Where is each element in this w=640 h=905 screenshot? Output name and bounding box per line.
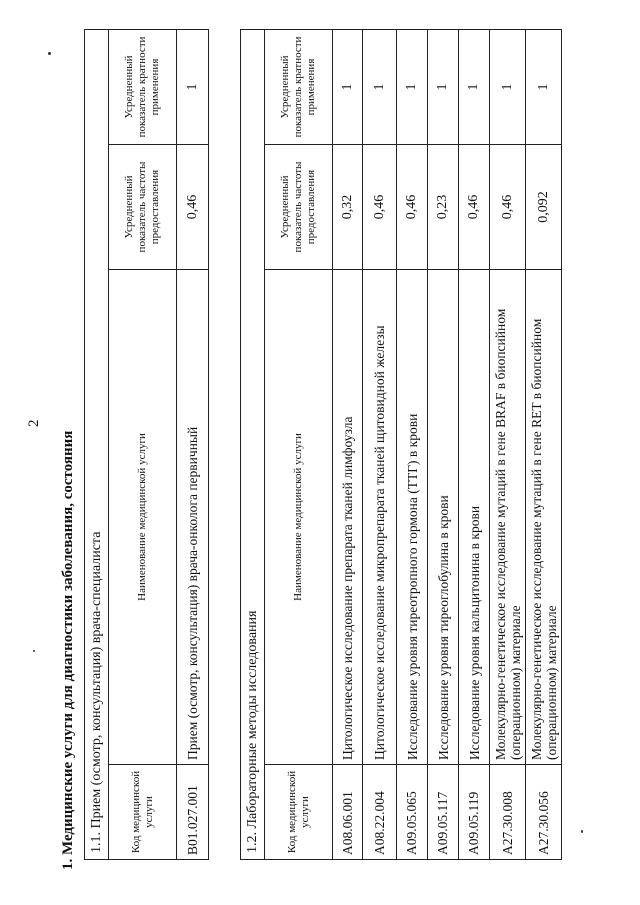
service-code: A08.22.004 — [363, 765, 397, 860]
mult-value: 1 — [526, 29, 562, 144]
service-name: Молекулярно-генетическое исследование мутаций в гене RET в биопсийном (операционном) материале — [526, 270, 562, 765]
service-name: Исследование уровня тиреоглобулина в крови — [428, 270, 459, 765]
service-code: A09.05.119 — [459, 765, 490, 860]
service-name: Исследование уровня кальцитонина в крови — [459, 270, 490, 765]
lab-methods-table — [240, 29, 562, 860]
freq-value: 0,32 — [333, 145, 363, 270]
col-header-code: Код медицинской услуги — [109, 765, 177, 860]
consultation-table — [84, 29, 209, 860]
service-name: Прием (осмотр, консультация) врача-онколога первичный — [177, 270, 209, 765]
service-code: A27.30.056 — [526, 765, 562, 860]
table-row — [490, 29, 526, 859]
service-code: A27.30.008 — [490, 765, 526, 860]
mult-value: 1 — [363, 29, 397, 144]
scan-speck — [33, 650, 35, 652]
freq-value: 0,46 — [397, 145, 428, 270]
table-row — [428, 29, 459, 859]
col-header-freq: Усредненный показатель частоты предоставления — [265, 145, 333, 270]
table-header-row — [265, 29, 333, 859]
table-header-row — [109, 29, 177, 859]
table-title-row — [241, 29, 265, 859]
service-code: B01.027.001 — [177, 765, 209, 860]
col-header-mult: Усредненный показатель кратности применения — [265, 29, 333, 144]
table-row — [363, 29, 397, 859]
service-code: A09.05.117 — [428, 765, 459, 860]
table-title-row — [85, 29, 109, 859]
scan-speck — [48, 52, 51, 55]
mult-value: 1 — [490, 29, 526, 144]
col-header-code: Код медицинской услуги — [265, 765, 333, 860]
table-row — [526, 29, 562, 859]
col-header-mult: Усредненный показатель кратности применения — [109, 29, 177, 144]
table-row — [177, 29, 209, 859]
service-name: Молекулярно-генетическое исследование мутаций в гене BRAF в биопсийном (операционном) материале — [490, 270, 526, 765]
table-row — [459, 29, 490, 859]
table-row — [397, 29, 428, 859]
table-row — [333, 29, 363, 859]
freq-value: 0,23 — [428, 145, 459, 270]
freq-value: 0,46 — [363, 145, 397, 270]
freq-value: 0,46 — [459, 145, 490, 270]
service-name: Цитологическое исследование препарата тканей лимфоузла — [333, 270, 363, 765]
col-header-freq: Усредненный показатель частоты предоставления — [109, 145, 177, 270]
service-name: Цитологическое исследование микропрепарата тканей щитовидной железы — [363, 270, 397, 765]
freq-value: 0,46 — [490, 145, 526, 270]
mult-value: 1 — [397, 29, 428, 144]
freq-value: 0,46 — [177, 145, 209, 270]
col-header-name: Наименование медицинской услуги — [265, 270, 333, 765]
section-1-1-title: 1.1. Прием (осмотр, консультация) врача-специалиста — [85, 29, 109, 859]
mult-value: 1 — [459, 29, 490, 144]
section-heading: 1. Медицинские услуги для диагностики заболевания, состояния — [60, 430, 76, 870]
service-code: A09.05.065 — [397, 765, 428, 860]
rotated-page-content — [60, 30, 620, 870]
section-1-2-title: 1.2. Лабораторные методы исследования — [241, 29, 265, 859]
scan-speck — [581, 830, 583, 833]
page-number: 2 — [26, 419, 42, 427]
col-header-name: Наименование медицинской услуги — [109, 270, 177, 765]
mult-value: 1 — [428, 29, 459, 144]
mult-value: 1 — [333, 29, 363, 144]
service-name: Исследование уровня тиреотропного гормона (ТТГ) в крови — [397, 270, 428, 765]
freq-value: 0,092 — [526, 145, 562, 270]
service-code: A08.06.001 — [333, 765, 363, 860]
mult-value: 1 — [177, 29, 209, 144]
